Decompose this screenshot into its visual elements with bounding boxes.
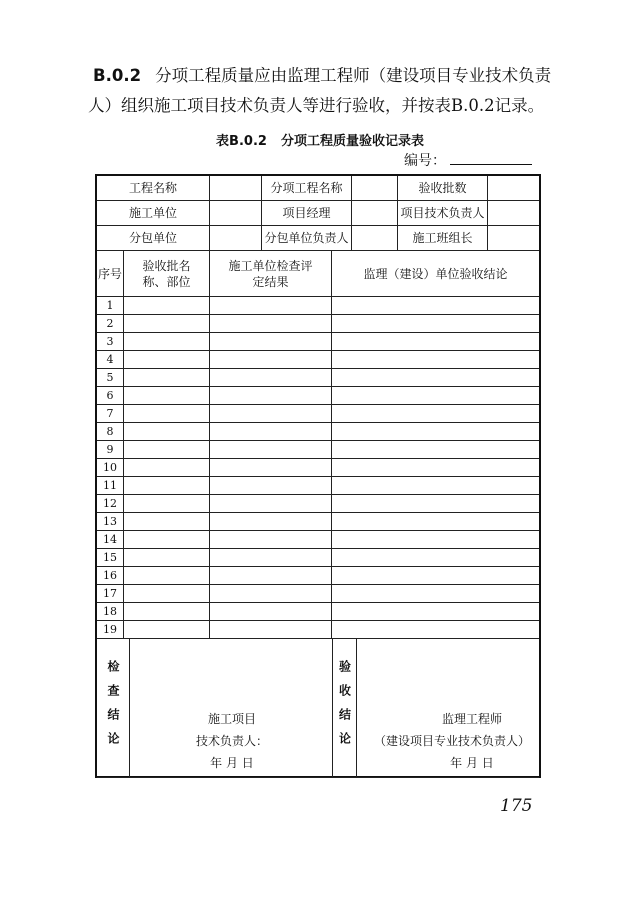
batch-cell[interactable] <box>124 621 210 639</box>
quality-acceptance-table <box>95 174 541 778</box>
check-conclusion-label-cell <box>97 639 130 778</box>
batch-cell[interactable] <box>124 513 210 531</box>
table-title: 分项工程质量验收记录表 <box>280 134 424 149</box>
construction-unit-field[interactable] <box>210 201 262 226</box>
supervisor-cell[interactable] <box>332 567 539 585</box>
row-number: 11 <box>97 477 124 495</box>
self-check-cell[interactable] <box>210 297 332 315</box>
row-number: 12 <box>97 495 124 513</box>
self-check-cell[interactable] <box>210 495 332 513</box>
serial-number <box>404 150 532 170</box>
accept-conclusion-label: 验收结论 <box>337 660 352 756</box>
project-manager-field[interactable] <box>352 201 398 226</box>
supervisor-cell[interactable] <box>332 513 539 531</box>
batch-cell[interactable] <box>124 441 210 459</box>
construction-unit-label: 施工单位 <box>97 201 210 226</box>
supervisor-cell[interactable] <box>332 585 539 603</box>
subcontractor-label: 分包单位 <box>97 226 210 251</box>
accept-signature <box>367 708 537 774</box>
technical-lead-label: 项目技术负责人 <box>398 201 488 226</box>
accept-date: 年 月 日 <box>450 756 494 770</box>
row-number: 7 <box>97 405 124 423</box>
check-conclusion-label: 检查结论 <box>106 660 120 756</box>
col-self-check: 施工单位检查评定结果 <box>210 251 332 297</box>
supervisor-cell[interactable] <box>332 495 539 513</box>
subitem-name-field[interactable] <box>352 176 398 201</box>
self-check-cell[interactable] <box>210 423 332 441</box>
supervisor-cell[interactable] <box>332 351 539 369</box>
self-check-cell[interactable] <box>210 603 332 621</box>
self-check-cell[interactable] <box>210 333 332 351</box>
team-leader-field[interactable] <box>488 226 539 251</box>
row-number: 14 <box>97 531 124 549</box>
supervisor-cell[interactable] <box>332 333 539 351</box>
self-check-cell[interactable] <box>210 315 332 333</box>
batch-cell[interactable] <box>124 297 210 315</box>
technical-lead-field[interactable] <box>488 201 539 226</box>
check-role-1: 施工项目 <box>207 712 256 726</box>
batch-cell[interactable] <box>124 477 210 495</box>
batch-count-label: 验收批数 <box>398 176 488 201</box>
self-check-cell[interactable] <box>210 369 332 387</box>
check-date: 年 月 日 <box>210 756 254 770</box>
row-number: 8 <box>97 423 124 441</box>
batch-cell[interactable] <box>124 315 210 333</box>
supervisor-cell[interactable] <box>332 621 539 639</box>
row-number: 6 <box>97 387 124 405</box>
row-number: 1 <box>97 297 124 315</box>
clause-number: B.0.2 <box>93 66 142 85</box>
serial-label: 编号： <box>404 153 446 169</box>
self-check-cell[interactable] <box>210 405 332 423</box>
clause-line-2: 人）组织施工项目技术负责人等进行验收，并按表B.0.2记录。 <box>88 96 545 115</box>
batch-cell[interactable] <box>124 585 210 603</box>
col-batch: 验收批名称、部位 <box>124 251 210 297</box>
project-manager-label: 项目经理 <box>262 201 352 226</box>
batch-cell[interactable] <box>124 603 210 621</box>
subcontractor-lead-field[interactable] <box>352 226 398 251</box>
table-caption <box>0 130 640 149</box>
batch-cell[interactable] <box>124 351 210 369</box>
batch-cell[interactable] <box>124 369 210 387</box>
supervisor-cell[interactable] <box>332 423 539 441</box>
clause-line-1 <box>93 62 563 90</box>
subitem-name-label: 分项工程名称 <box>262 176 352 201</box>
batch-cell[interactable] <box>124 549 210 567</box>
row-number: 19 <box>97 621 124 639</box>
check-role-2: 技术负责人： <box>195 734 268 748</box>
supervisor-cell[interactable] <box>332 297 539 315</box>
row-number: 16 <box>97 567 124 585</box>
col-seq: 序号 <box>97 251 124 297</box>
subcontractor-lead-label: 分包单位负责人 <box>262 226 352 251</box>
supervisor-cell[interactable] <box>332 531 539 549</box>
row-number: 15 <box>97 549 124 567</box>
supervisor-cell[interactable] <box>332 405 539 423</box>
self-check-cell[interactable] <box>210 387 332 405</box>
supervisor-cell[interactable] <box>332 441 539 459</box>
self-check-cell[interactable] <box>210 477 332 495</box>
batch-cell[interactable] <box>124 567 210 585</box>
row-number: 17 <box>97 585 124 603</box>
row-number: 5 <box>97 369 124 387</box>
self-check-cell[interactable] <box>210 585 332 603</box>
supervisor-cell[interactable] <box>332 459 539 477</box>
page-number: 175 <box>500 796 533 816</box>
row-number: 10 <box>97 459 124 477</box>
row-number: 9 <box>97 441 124 459</box>
batch-cell[interactable] <box>124 495 210 513</box>
row-number: 18 <box>97 603 124 621</box>
self-check-cell[interactable] <box>210 531 332 549</box>
row-number: 4 <box>97 351 124 369</box>
team-leader-label: 施工班组长 <box>398 226 488 251</box>
table-tag: 表B.0.2 <box>216 134 267 149</box>
clause-text-1: 分项工程质量应由监理工程师（建设项目专业技术负责 <box>155 66 552 85</box>
batch-cell[interactable] <box>124 333 210 351</box>
project-name-label: 工程名称 <box>97 176 210 201</box>
accept-role-2: （建设项目专业技术负责人） <box>373 734 530 748</box>
batch-cell[interactable] <box>124 423 210 441</box>
row-number: 13 <box>97 513 124 531</box>
supervisor-cell[interactable] <box>332 477 539 495</box>
self-check-cell[interactable] <box>210 351 332 369</box>
self-check-cell[interactable] <box>210 621 332 639</box>
supervisor-cell[interactable] <box>332 549 539 567</box>
supervisor-cell[interactable] <box>332 315 539 333</box>
supervisor-cell[interactable] <box>332 387 539 405</box>
batch-count-field[interactable] <box>488 176 539 201</box>
self-check-cell[interactable] <box>210 441 332 459</box>
batch-cell[interactable] <box>124 531 210 549</box>
supervisor-cell[interactable] <box>332 369 539 387</box>
col-supervisor: 监理（建设）单位验收结论 <box>332 251 539 297</box>
accept-conclusion-label-cell <box>333 639 357 778</box>
project-name-field[interactable] <box>210 176 262 201</box>
batch-cell[interactable] <box>124 405 210 423</box>
accept-role-1: 监理工程师 <box>441 712 502 726</box>
row-number: 3 <box>97 333 124 351</box>
self-check-cell[interactable] <box>210 513 332 531</box>
row-number: 2 <box>97 315 124 333</box>
subcontractor-field[interactable] <box>210 226 262 251</box>
self-check-cell[interactable] <box>210 549 332 567</box>
self-check-cell[interactable] <box>210 567 332 585</box>
check-signature <box>157 708 307 774</box>
supervisor-cell[interactable] <box>332 603 539 621</box>
batch-cell[interactable] <box>124 387 210 405</box>
serial-blank[interactable] <box>450 152 532 165</box>
self-check-cell[interactable] <box>210 459 332 477</box>
batch-cell[interactable] <box>124 459 210 477</box>
